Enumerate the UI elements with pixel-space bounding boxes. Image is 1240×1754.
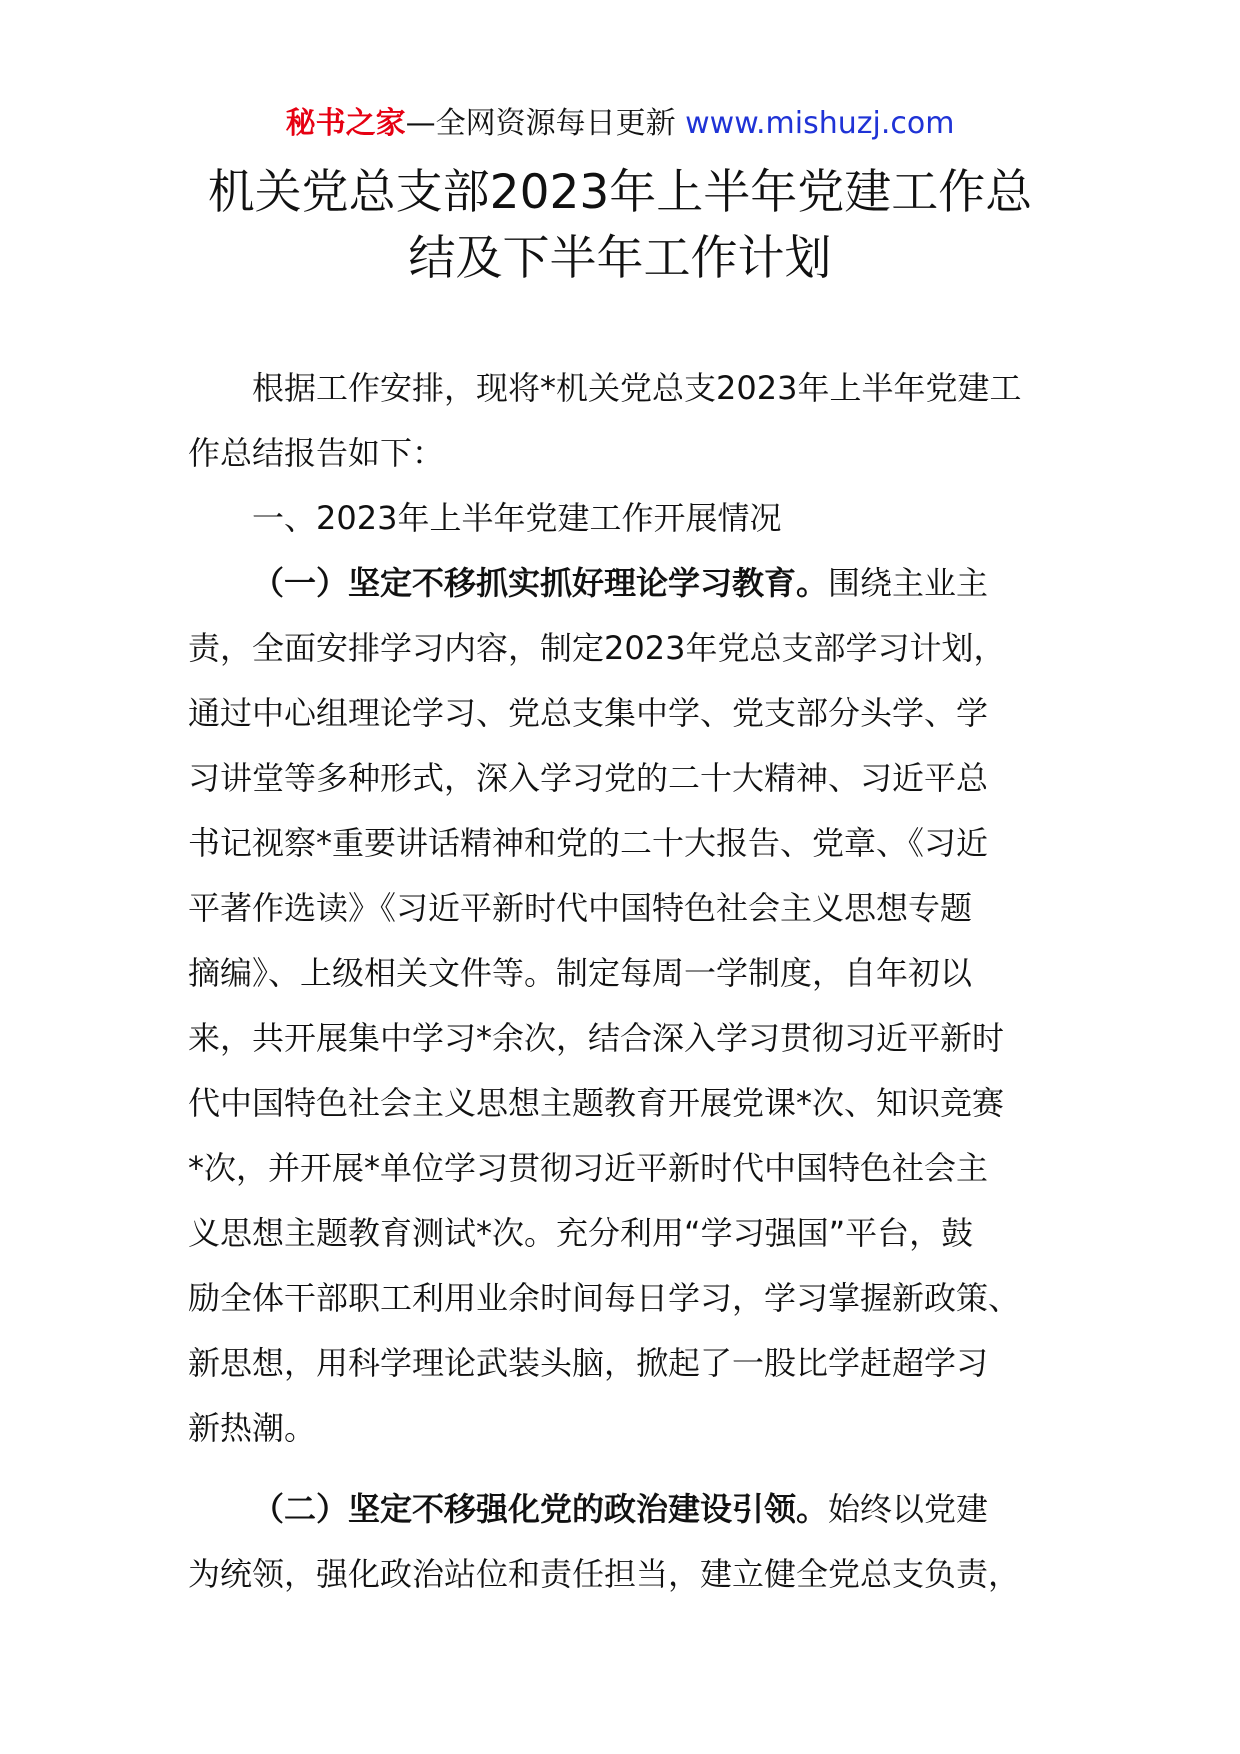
para1-line: 摘编》、上级相关文件等。制定每周一学制度，自年初以 [188,954,973,992]
para2-first-line [188,1477,1056,1542]
site-url[interactable]: www.mishuzj.com [685,106,955,141]
para1-bold-heading: （一）坚定不移抓实抓好理论学习教育。 [252,564,829,602]
para1-line: 来，共开展集中学习*余次，结合深入学习贯彻习近平新时 [188,1019,1005,1057]
para1-line: 责，全面安排学习内容，制定2023年党总支部学习计划， [188,629,1006,667]
para1-first-line [188,551,1056,616]
para2-line: 始终以党建 [828,1490,989,1528]
para2-bold-heading: （二）坚定不移强化党的政治建设引领。 [252,1490,829,1528]
para1-line: 新思想，用科学理论武装头脑，掀起了一股比学赶超学习 [188,1344,989,1382]
site-header [0,104,1240,144]
document-body [188,356,1056,1607]
section-heading: 一、2023年上半年党建工作开展情况 [252,499,782,537]
para1-line: 围绕主业主 [828,564,989,602]
para1-line: 义思想主题教育测试*次。充分利用“学习强国”平台，鼓 [188,1214,974,1252]
para1-line: *次，并开展*单位学习贯彻习近平新时代中国特色社会主 [188,1149,989,1187]
document-title [150,160,1090,292]
para1-line: 平著作选读》《习近平新时代中国特色社会主义思想专题 [188,889,973,927]
para1-line: 新热潮。 [188,1409,317,1447]
title-line-1: 机关党总支部2023年上半年党建工作总 [207,165,1033,220]
para1-line: 书记视察*重要讲话精神和党的二十大报告、党章、《习近 [188,824,989,862]
header-tagline: —全网资源每日更新 [405,106,686,141]
title-line-2: 结及下半年工作计划 [408,231,832,286]
para1-line: 通过中心组理论学习、党总支集中学、党支部分头学、学 [188,694,989,732]
paragraph-gap [188,1461,1056,1477]
para1-line: 习讲堂等多种形式，深入学习党的二十大精神、习近平总 [188,759,989,797]
intro-line-2: 作总结报告如下： [188,434,445,472]
para2-line: 为统领，强化政治站位和责任担当，建立健全党总支负责， [188,1555,1021,1593]
para1-line: 代中国特色社会主义思想主题教育开展党课*次、知识竞赛 [188,1084,1005,1122]
intro-line-1: 根据工作安排，现将*机关党总支2023年上半年党建工 [252,369,1022,407]
para1-line: 励全体干部职工利用业余时间每日学习，学习掌握新政策、 [188,1279,1021,1317]
brand-name: 秘书之家 [285,106,406,141]
